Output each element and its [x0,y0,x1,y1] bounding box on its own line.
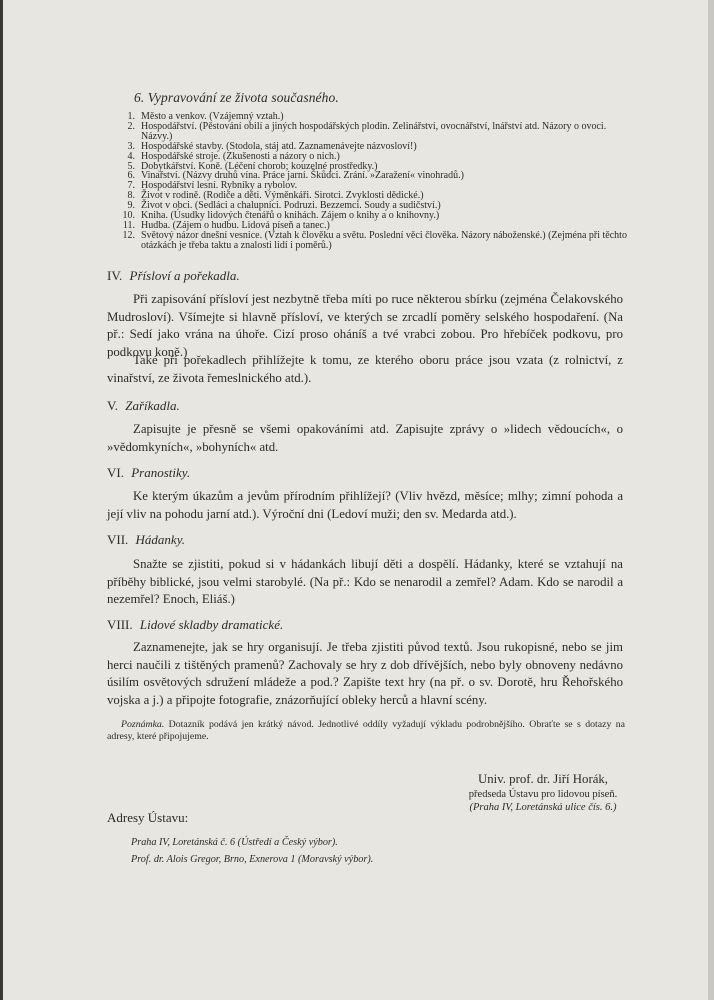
topic-number: 2. [127,120,135,132]
section-viii-paragraph: Zaznamenejte, jak se hry organisují. Je třeba zjistiti původ textů. Jsou rukopisné, nebo se jim herci naučili z tištěných pramenů? Zachovaly se hry z dob dřívějších, nebo byly obnoveny nedávno úsilím osvětových sdružení mládeže a pod.? Zapište text hry (na př. o sv. Dorotě, hru Řehořského vojska a j.) a připojte fotografie, znázorňující obleky herců a hlavní scény. [107,640,623,707]
section-v-title: Zaříkadla. [125,398,180,413]
signature-block [443,770,643,814]
topic-text: Život v obci. (Sedláci a chalupníci. Podruzi. Bezzemci. Soudy a sudičství.) [141,200,441,212]
topic-text: Dobytkářství. Koně. (Léčení chorob; kouzelné prostředky.) [141,160,378,172]
note-paragraph [107,719,625,743]
section-vii-heading [107,532,185,548]
topic-text: Hospodářství. (Pěstování obilí a jiných hospodářských plodin. Zelinářství, ovocnářství, lnářství atd. Názory o ovoci. Názvy.) [141,120,607,142]
topic-list [113,112,633,251]
section-vi-paragraph: Ke kterým úkazům a jevům přírodním přihlížejí? (Vliv hvězd, měsíce; mlhy; zimní pohoda a její vliv na pohodu jarní atd.). Výroční dni (Ledoví muži; den sv. Medarda atd.). [107,489,623,521]
address-item: Praha IV, Loretánská č. 6 (Ústředí a Český výbor). [131,837,338,848]
topic-text: Hospodářské stroje. (Zkušenosti a názory o nich.) [141,150,340,162]
section-v-number: V. [107,398,118,413]
topic-number: 6. [127,170,135,182]
section-iv-paragraph-1: Při zapisování přísloví jest nezbytně třeba míti po ruce některou sbírku (zejména Čelakovského Mudrosloví). Všímejte si hlavně přísloví, ve kterých se zrcadlí poměry selského hospodaření. (Na př.: Sedí jako vrána na úhoře. Cizí proso oháníš a tvé vrabci zobou. Pro hřebíček podkovu, pro podkovu koně.) [107,292,623,359]
topic-number: 8. [127,190,135,202]
topic-text: Město a venkov. (Vzájemný vztah.) [141,111,284,122]
section-iv-number: IV. [107,268,123,283]
topic-text: Kniha. (Úsudky lidových čtenářů o knihách. Zájem o knihy a o knihovny.) [141,210,440,222]
section-viii-heading [107,617,283,633]
topic-item [113,122,633,142]
section-vii-number: VII. [107,532,129,547]
section-iv-paragraph-2: Také při pořekadlech přihlížejte k tomu, ze kterého oboru práce jsou vzata (z rolnictví, z vinařství, ze života řemeslnického atd.). [107,353,623,385]
section-6-heading: 6. Vypravování ze života současného. [134,90,339,105]
topic-number: 3. [127,140,135,152]
topic-number: 10. [122,210,135,222]
section-vii-title: Hádanky. [135,532,186,547]
signature-role: předseda Ústavu pro lidovou píseň. [468,789,618,800]
topic-item [113,231,633,251]
topic-text: Hospodářství lesní. Rybníky a rybolov. [141,180,298,192]
address-item: Prof. dr. Alois Gregor, Brno, Exnerova 1 (Moravský výbor). [131,854,374,865]
addresses-list [131,834,373,868]
topic-text: Hospodářské stavby. (Stodola, stáj atd. Zaznamenávejte názvosloví!) [141,140,417,152]
section-vii-paragraph: Snažte se zjistiti, pokud si v hádankách libují děti a dospělí. Hádanky, které se vztahují na příběhy biblické, jsou velmi starobylé. (Na př.: Kdo se nenarodil a zemřel? Adam. Kdo se narodil a nezemřel? Enoch, Eliáš.) [107,557,623,606]
section-v-paragraph: Zapisujte je přesně se všemi opakováními atd. Zapisujte zprávy o »lidech vědoucích«, o »vědomkyních«, »bohyních« atd. [107,422,623,454]
topic-number: 1. [127,111,135,122]
signature-address: (Praha IV, Loretánská ulice čís. 6.) [469,802,617,813]
topic-number: 12. [122,229,135,241]
section-vi-number: VI. [107,465,124,480]
signature-name: Univ. prof. dr. Jiří Horák, [478,772,608,786]
topic-text: Život v rodině. (Rodiče a děti. Výměnkáři. Sirotci. Zvyklosti dědické.) [141,190,424,202]
topic-number: 9. [127,200,135,212]
topic-number: 7. [127,180,135,192]
section-v-heading [107,398,180,414]
note-text: Dotazník podává jen krátký návod. Jednotlivé oddíly vyžadují výkladu podrobnějšího. Obraťte se s dotazy na adresy, které připojujeme. [107,719,625,742]
topic-number: 4. [127,150,135,162]
topic-text: Vinařství. (Názvy druhů vína. Práce jarní. Škůdci. Zrání. »Zaražení« vinohradů.) [141,170,464,182]
topic-text: Hudba. (Zájem o hudbu. Lidová píseň a tanec.) [141,219,330,231]
note-lead: Poznámka. [121,719,165,730]
section-viii-number: VIII. [107,617,133,632]
section-vi-heading [107,465,190,481]
topic-number: 11. [122,219,135,231]
topic-text: Světový názor dnešní vesnice. (Vztah k člověku a světu. Poslední věci člověka. Názory náboženské.) (Zejména při těchto otázkách je třeba taktu a znalosti lidí i poměrů.) [141,229,627,251]
topic-number: 5. [127,160,135,172]
section-viii-title: Lidové skladby dramatické. [139,617,284,632]
section-iv-heading [107,268,240,284]
addresses-heading: Adresy Ústavu: [107,810,189,825]
section-vi-title: Pranostiky. [131,465,191,480]
section-iv-title: Přísloví a pořekadla. [129,268,240,283]
